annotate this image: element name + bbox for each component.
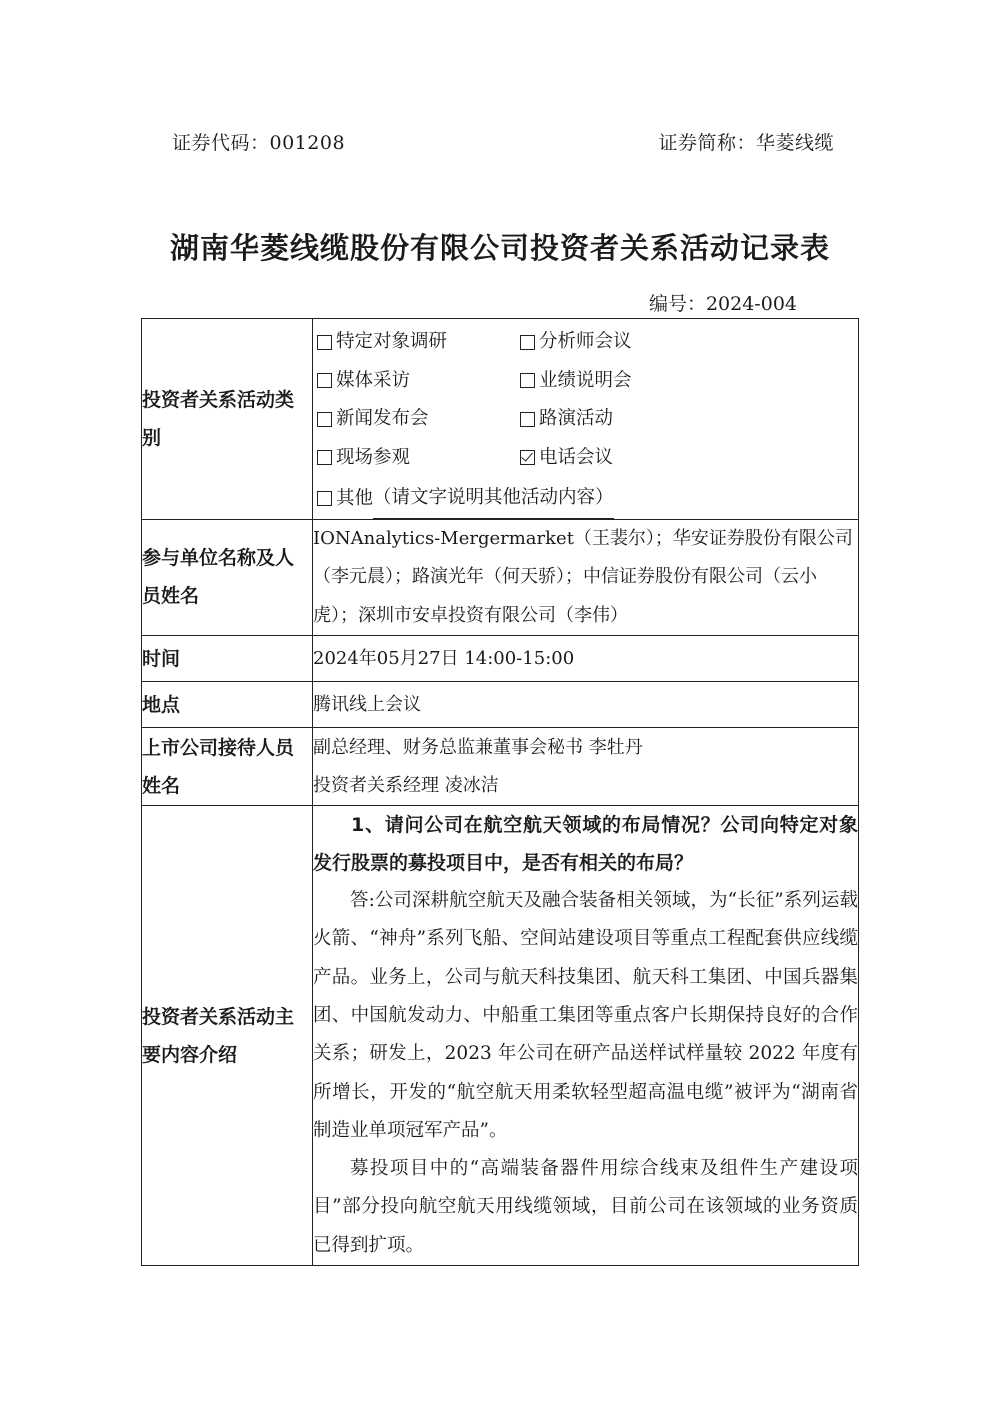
checkbox-item[interactable]	[317, 439, 520, 478]
participants-label: 参与单位名称及人员姓名	[142, 519, 313, 636]
answer-1-paragraph-2: 募投项目中的“高端装备器件用综合线束及组件生产建设项目”部分投向航空航天用线缆领域，目前公司在该领域的业务资质已得到扩项。	[313, 1158, 858, 1256]
checkbox-icon[interactable]	[317, 450, 332, 465]
category-options	[313, 319, 859, 520]
content-label: 投资者关系活动主要内容介绍	[142, 806, 313, 1266]
checkbox-other-label: 其他	[336, 487, 374, 509]
participants-value: IONAnalytics-Mergermarket（王裴尔）；华安证券股份有限公司（李元晨）；路演光年（何天骄）；中信证券股份有限公司（云小虎）；深圳市安卓投资有限公司（李伟）	[313, 519, 859, 636]
checkbox-label: 业绩说明会	[539, 369, 632, 391]
checkbox-icon[interactable]	[520, 373, 535, 388]
checkbox-icon[interactable]	[317, 335, 332, 350]
row-location	[142, 682, 859, 728]
content-value	[313, 806, 859, 1266]
document-title: 湖南华菱线缆股份有限公司投资者关系活动记录表	[169, 231, 830, 265]
question-1: 1、请问公司在航空航天领域的布局情况？公司向特定对象发行股票的募投项目中，是否有相关的布局？	[313, 814, 858, 875]
row-content	[142, 806, 859, 1266]
checkbox-label: 分析师会议	[539, 331, 632, 352]
checkbox-label: 媒体采访	[336, 369, 411, 391]
stock-code: 证券代码：001208	[172, 132, 346, 154]
checkbox-label: 路演活动	[539, 408, 614, 429]
reception-value	[313, 728, 859, 806]
checkbox-item[interactable]	[520, 362, 858, 401]
checkbox-grid	[317, 319, 858, 479]
checkbox-icon[interactable]	[317, 412, 332, 427]
checkbox-icon[interactable]	[317, 491, 332, 506]
answer-1-paragraph-1: 答:公司深耕航空航天及融合装备相关领域，为“长征”系列运载火箭、“神舟”系列飞船、空间站建设项目等重点工程配套供应线缆产品。业务上，公司与航天科技集团、航天科工集团、中国兵器集团、中国航发动力、中船重工集团等重点客户长期保持良好的合作关系；研发上，2023 年公司在研产品送样试样量较 2022 年度有所增长，开发的“航空航天用柔软轻型超高温电缆”被评为“湖南省制造业单项冠军产品”。	[313, 890, 858, 1141]
location-label: 地点	[142, 682, 313, 728]
time-value: 2024年05月27日 14:00-15:00	[313, 636, 859, 682]
checkbox-label: 电话会议	[539, 446, 614, 468]
category-label: 投资者关系活动类别	[142, 319, 313, 520]
row-reception	[142, 728, 859, 806]
row-participants	[142, 519, 859, 636]
checkbox-item[interactable]	[317, 323, 520, 362]
record-table	[141, 318, 859, 1266]
document-number: 编号：2024-004	[648, 293, 797, 315]
checkbox-label: 新闻发布会	[336, 408, 429, 429]
checkbox-item[interactable]	[317, 400, 520, 439]
checkbox-checked-icon[interactable]	[520, 450, 535, 465]
reception-line-2: 投资者关系经理 凌冰洁	[313, 774, 499, 796]
checkbox-icon[interactable]	[520, 335, 535, 350]
reception-label: 上市公司接待人员姓名	[142, 728, 313, 806]
row-category	[142, 319, 859, 520]
checkbox-icon[interactable]	[317, 373, 332, 388]
row-time	[142, 636, 859, 682]
checkbox-icon[interactable]	[520, 412, 535, 427]
checkbox-item[interactable]	[520, 439, 858, 478]
checkbox-label: 特定对象调研	[336, 331, 448, 352]
reception-line-1: 副总经理、财务总监兼董事会秘书 李牡丹	[313, 736, 643, 758]
checkbox-label: 现场参观	[336, 446, 411, 468]
checkbox-other[interactable]	[317, 479, 858, 519]
stock-name: 证券简称：华菱线缆	[658, 132, 834, 154]
location-value: 腾讯线上会议	[313, 682, 859, 728]
checkbox-item[interactable]	[317, 362, 520, 401]
time-label: 时间	[142, 636, 313, 682]
other-note: （请文字说明其他活动内容）	[373, 479, 614, 519]
checkbox-item[interactable]	[520, 400, 858, 439]
checkbox-item[interactable]	[520, 323, 858, 362]
